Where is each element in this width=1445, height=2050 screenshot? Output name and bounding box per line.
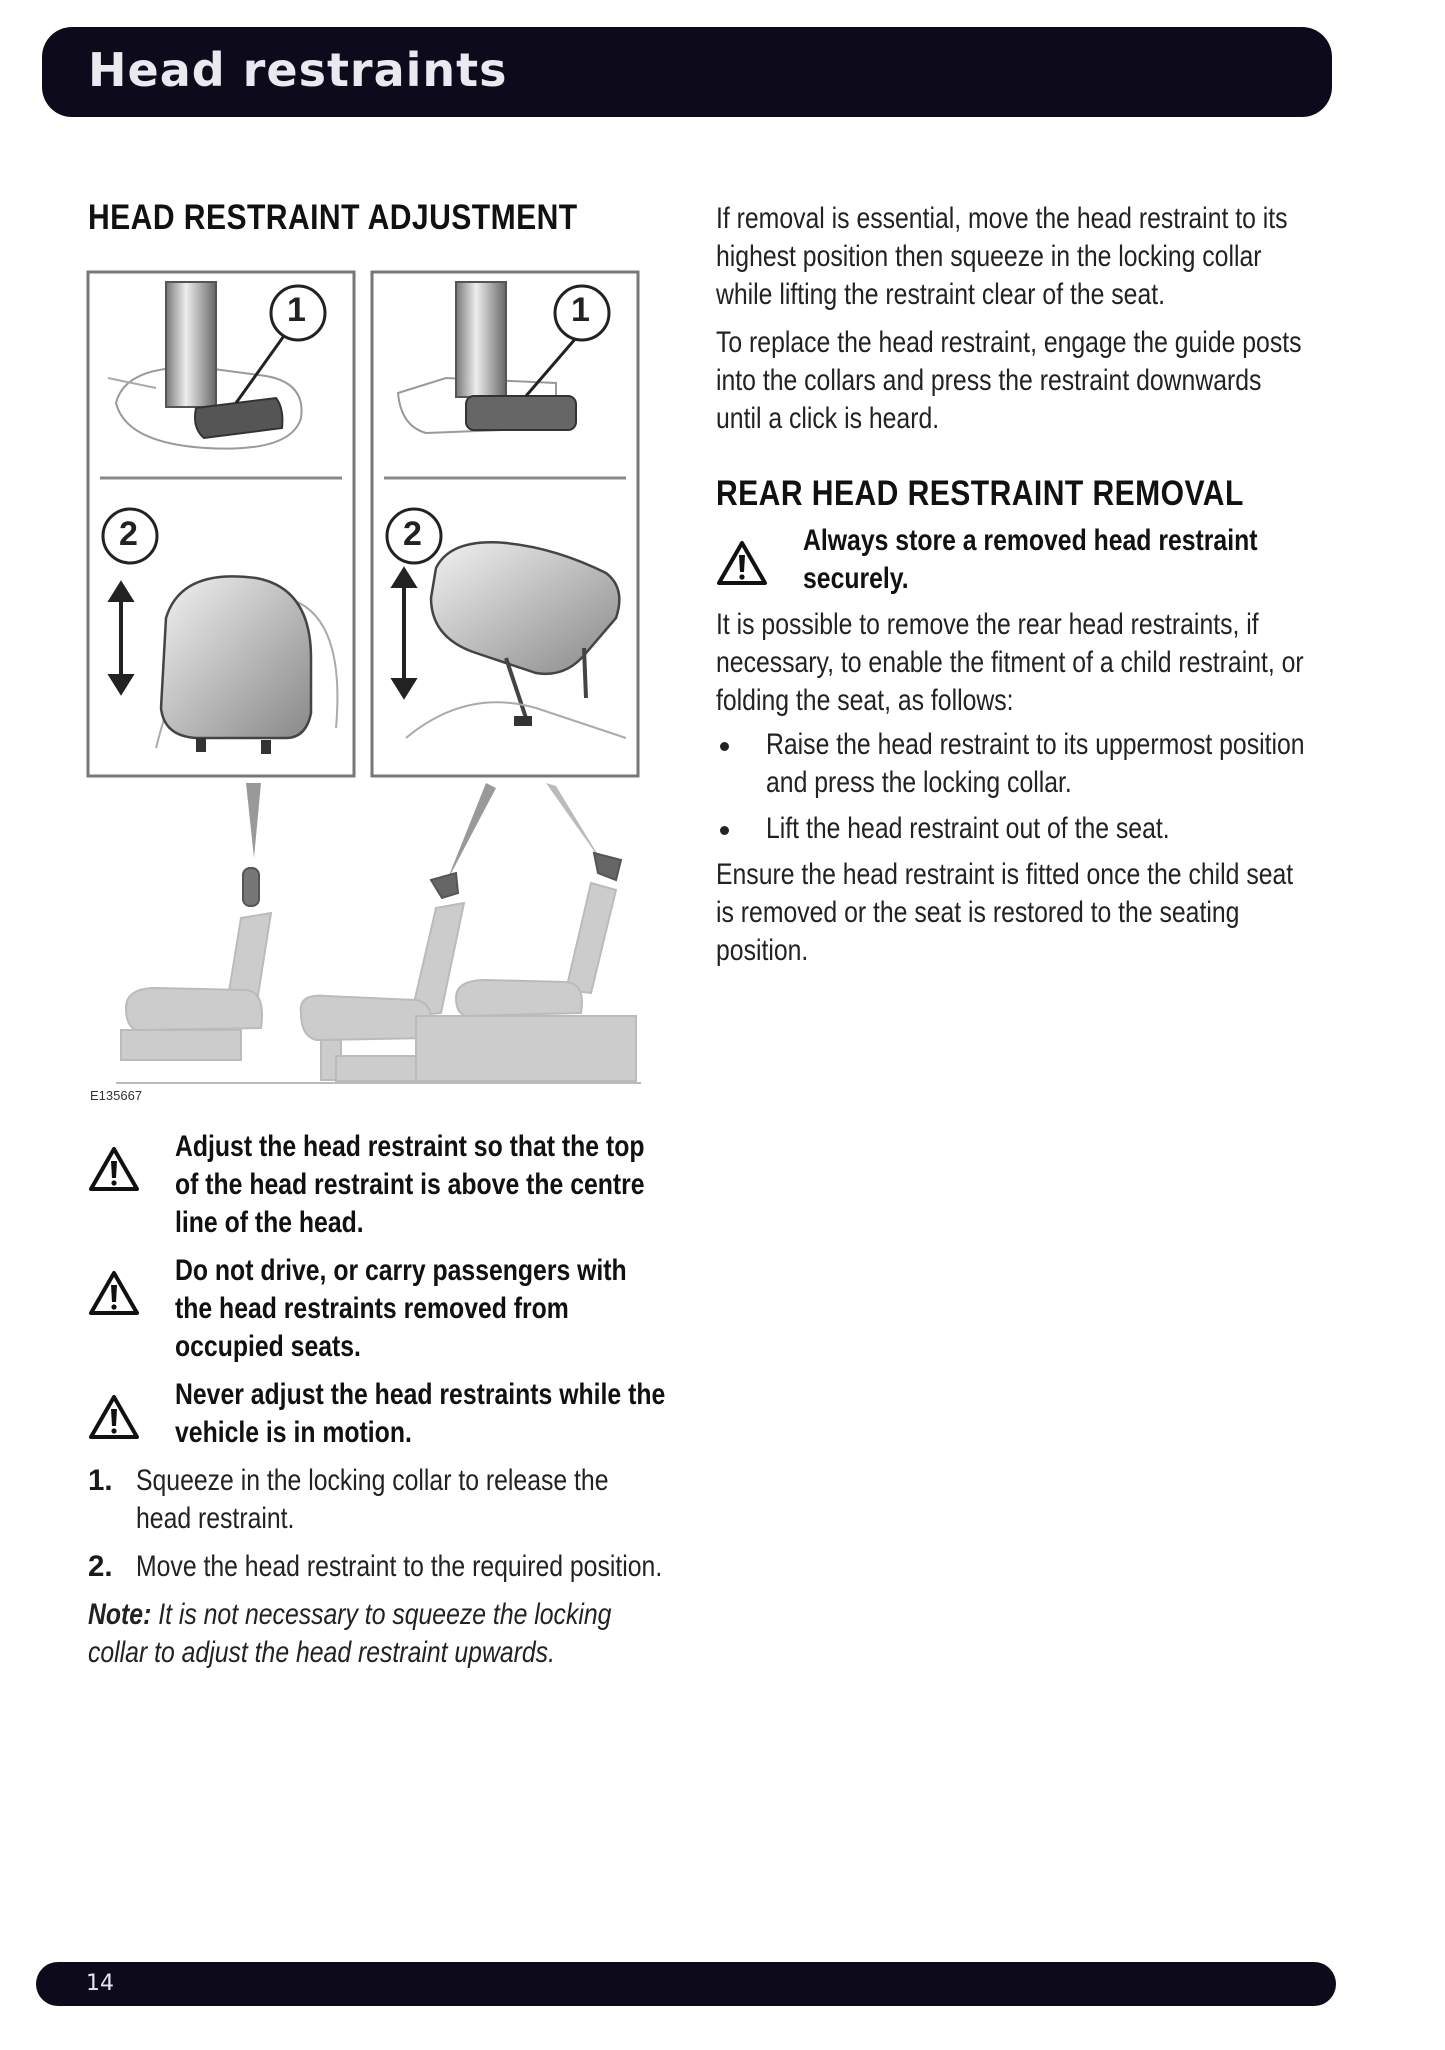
list-item bbox=[716, 810, 1306, 848]
paragraph: Ensure the head restraint is fitted once the child seat is removed or the seat is restored to the seating position. bbox=[716, 858, 1294, 967]
step-number: 2. bbox=[88, 1550, 113, 1583]
warning-text: Never adjust the head restraints while the vehicle is in motion. bbox=[175, 1378, 666, 1449]
warning-triangle-icon bbox=[88, 1394, 140, 1440]
right-column bbox=[716, 200, 1306, 970]
warning-text: Do not drive, or carry passengers with the head restraints removed from occupied seats. bbox=[175, 1254, 627, 1363]
head-restraint-illustration bbox=[86, 268, 646, 1108]
section-heading-adjustment: HEAD RESTRAINT ADJUSTMENT bbox=[88, 198, 578, 237]
note-text: It is not necessary to squeeze the locking collar to adjust the head restraint upwards. bbox=[88, 1598, 612, 1669]
head-restraint-figure bbox=[86, 268, 646, 1108]
bullet-dot bbox=[720, 742, 729, 751]
steps-list bbox=[88, 1462, 668, 1586]
callout-1-left: 1 bbox=[287, 291, 306, 329]
step-text: Move the head restraint to the required position. bbox=[136, 1550, 663, 1583]
warning-triangle-icon bbox=[88, 1146, 140, 1192]
bullet-text: Raise the head restraint to its uppermost position and press the locking collar. bbox=[766, 728, 1305, 799]
warning-block bbox=[88, 1128, 668, 1242]
bullet-text: Lift the head restraint out of the seat. bbox=[766, 812, 1170, 845]
paragraph: To replace the head restraint, engage the guide posts into the collars and press the restraint downwards until a click is heard. bbox=[716, 326, 1302, 435]
bullet-dot bbox=[720, 826, 729, 835]
list-item bbox=[88, 1462, 668, 1538]
left-content bbox=[88, 1128, 668, 1672]
footer-bar bbox=[36, 1962, 1336, 2006]
left-heading-wrap bbox=[88, 198, 668, 238]
figure-code: E135667 bbox=[90, 1088, 143, 1103]
warning-text: Always store a removed head restraint securely. bbox=[803, 524, 1258, 595]
step-number: 1. bbox=[88, 1464, 113, 1497]
callout-1-right: 1 bbox=[571, 291, 590, 329]
page-title: Head restraints bbox=[88, 43, 508, 97]
bullet-list bbox=[716, 726, 1306, 848]
paragraph: If removal is essential, move the head restraint to its highest position then squeeze in the locking collar while lifting the restraint clear of the seat. bbox=[716, 202, 1288, 311]
header-bar bbox=[42, 27, 1332, 117]
step-text: Squeeze in the locking collar to release the head restraint. bbox=[136, 1464, 609, 1535]
note-label: Note: bbox=[88, 1598, 152, 1631]
warning-block bbox=[716, 522, 1306, 598]
warning-triangle-icon bbox=[88, 1270, 140, 1316]
callout-2-right: 2 bbox=[403, 515, 422, 553]
warning-block bbox=[88, 1376, 668, 1452]
note bbox=[88, 1596, 668, 1672]
list-item bbox=[716, 726, 1306, 802]
list-item bbox=[88, 1548, 668, 1586]
page-number: 14 bbox=[86, 1971, 114, 1996]
section-heading-rear-removal: REAR HEAD RESTRAINT REMOVAL bbox=[716, 474, 1244, 513]
callout-2-left: 2 bbox=[119, 515, 138, 553]
warning-block bbox=[88, 1252, 668, 1366]
warning-triangle-icon bbox=[716, 540, 768, 586]
paragraph: It is possible to remove the rear head restraints, if necessary, to enable the fitment of a child restraint, or folding the seat, as follows: bbox=[716, 608, 1304, 717]
warning-text: Adjust the head restraint so that the top of the head restraint is above the centre line of the head. bbox=[175, 1130, 645, 1239]
